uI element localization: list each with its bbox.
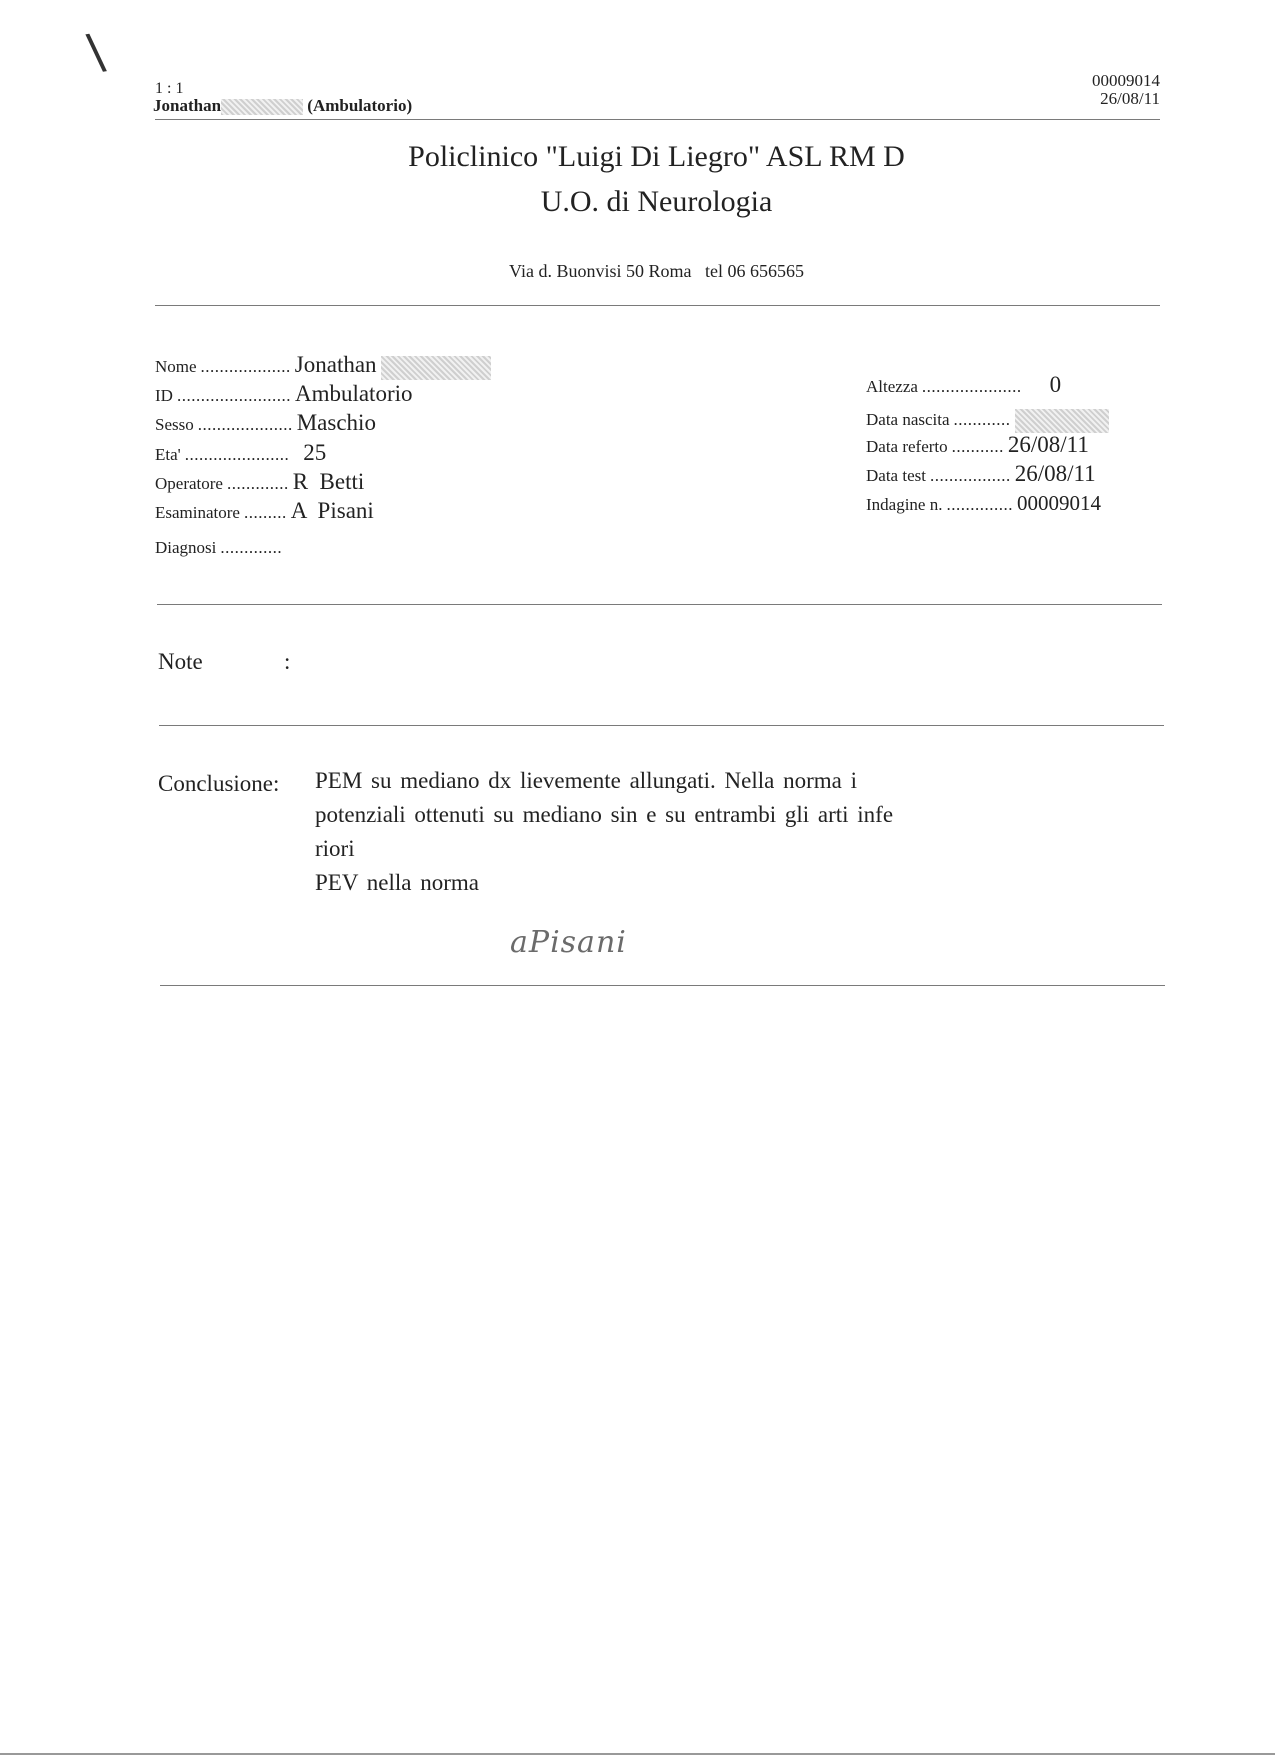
field-value: Jonathan xyxy=(294,352,377,377)
signature: aPisani xyxy=(510,925,627,960)
field-label: Nome xyxy=(155,357,197,376)
field-label: Esaminatore xyxy=(155,503,240,522)
header-date: 26/08/11 xyxy=(1100,89,1160,108)
field-eta xyxy=(155,440,326,466)
page-ratio: 1 : 1 xyxy=(155,80,184,97)
note-label: Note xyxy=(158,649,203,674)
redacted-surname xyxy=(221,99,303,115)
institution-rule xyxy=(155,305,1160,306)
field-label: Data referto xyxy=(866,437,948,456)
header-patient-type: (Ambulatorio) xyxy=(307,96,413,115)
header-rule xyxy=(155,119,1160,120)
department-name: U.O. di Neurologia xyxy=(540,185,773,218)
redacted-surname xyxy=(381,356,491,380)
field-value: Ambulatorio xyxy=(294,381,413,406)
field-dots: ............. xyxy=(226,474,289,493)
field-label: Data test xyxy=(866,466,926,485)
conclusion-line-3: riori xyxy=(315,836,355,861)
field-label: Operatore xyxy=(155,474,223,493)
header-patient-name: Jonathan xyxy=(153,96,222,115)
field-value: 0 xyxy=(1049,372,1062,397)
field-label: Altezza xyxy=(866,377,918,396)
field-dots: ...................... xyxy=(184,445,290,464)
field-value: 26/08/11 xyxy=(1007,432,1089,457)
field-label: Data nascita xyxy=(866,410,950,429)
field-dots: ......... xyxy=(243,503,287,522)
field-dots: ........... xyxy=(951,437,1004,456)
redacted-birthdate xyxy=(1015,409,1109,433)
field-altezza xyxy=(866,372,1061,398)
details-rule xyxy=(157,604,1162,605)
field-dots: ................. xyxy=(929,466,1011,485)
note-rule xyxy=(159,725,1164,726)
conclusion-line-4: PEV nella norma xyxy=(315,870,479,895)
field-value: 26/08/11 xyxy=(1014,461,1096,486)
field-value: Maschio xyxy=(296,410,376,435)
field-dots: ............ xyxy=(953,410,1011,429)
institution-address: Via d. Buonvisi 50 Roma tel 06 656565 xyxy=(509,261,804,281)
field-label: Indagine n. xyxy=(866,495,943,514)
field-dots: .............. xyxy=(946,495,1013,514)
field-dots: .................... xyxy=(197,415,293,434)
field-diagnosi xyxy=(155,533,282,559)
field-label: Eta' xyxy=(155,445,181,464)
field-dots: ............. xyxy=(220,538,283,557)
field-esaminatore xyxy=(155,498,374,524)
header-exam-number: 00009014 xyxy=(1092,71,1160,90)
field-value: R Betti xyxy=(292,469,365,494)
header-patient xyxy=(153,96,412,116)
field-nome xyxy=(155,352,491,380)
conclusion-line-2: potenziali ottenuti su mediano sin e su entrambi gli arti infe xyxy=(315,802,894,827)
field-dots: ..................... xyxy=(921,377,1022,396)
field-label: Diagnosi xyxy=(155,538,217,557)
field-data-nascita xyxy=(866,405,1109,433)
field-value: A Pisani xyxy=(290,498,374,523)
field-indagine xyxy=(866,491,1101,516)
field-value: 25 xyxy=(303,440,327,465)
field-operatore xyxy=(155,469,364,495)
field-id xyxy=(155,381,413,407)
note-colon: : xyxy=(284,649,291,674)
field-data-referto xyxy=(866,432,1089,458)
field-sesso xyxy=(155,410,376,436)
field-label: ID xyxy=(155,386,173,405)
field-dots: ........................ xyxy=(176,386,291,405)
pen-mark: \ xyxy=(84,23,108,81)
field-label: Sesso xyxy=(155,415,194,434)
conclusion-line-1: PEM su mediano dx lievemente allungati. Nella norma i xyxy=(315,768,858,793)
institution-name: Policlinico "Luigi Di Liegro" ASL RM D xyxy=(408,140,905,173)
field-dots: ................... xyxy=(200,357,291,376)
field-value: 00009014 xyxy=(1016,491,1101,515)
field-data-test xyxy=(866,461,1096,487)
conclusion-rule xyxy=(160,985,1165,986)
conclusion-label: Conclusione: xyxy=(158,771,280,796)
